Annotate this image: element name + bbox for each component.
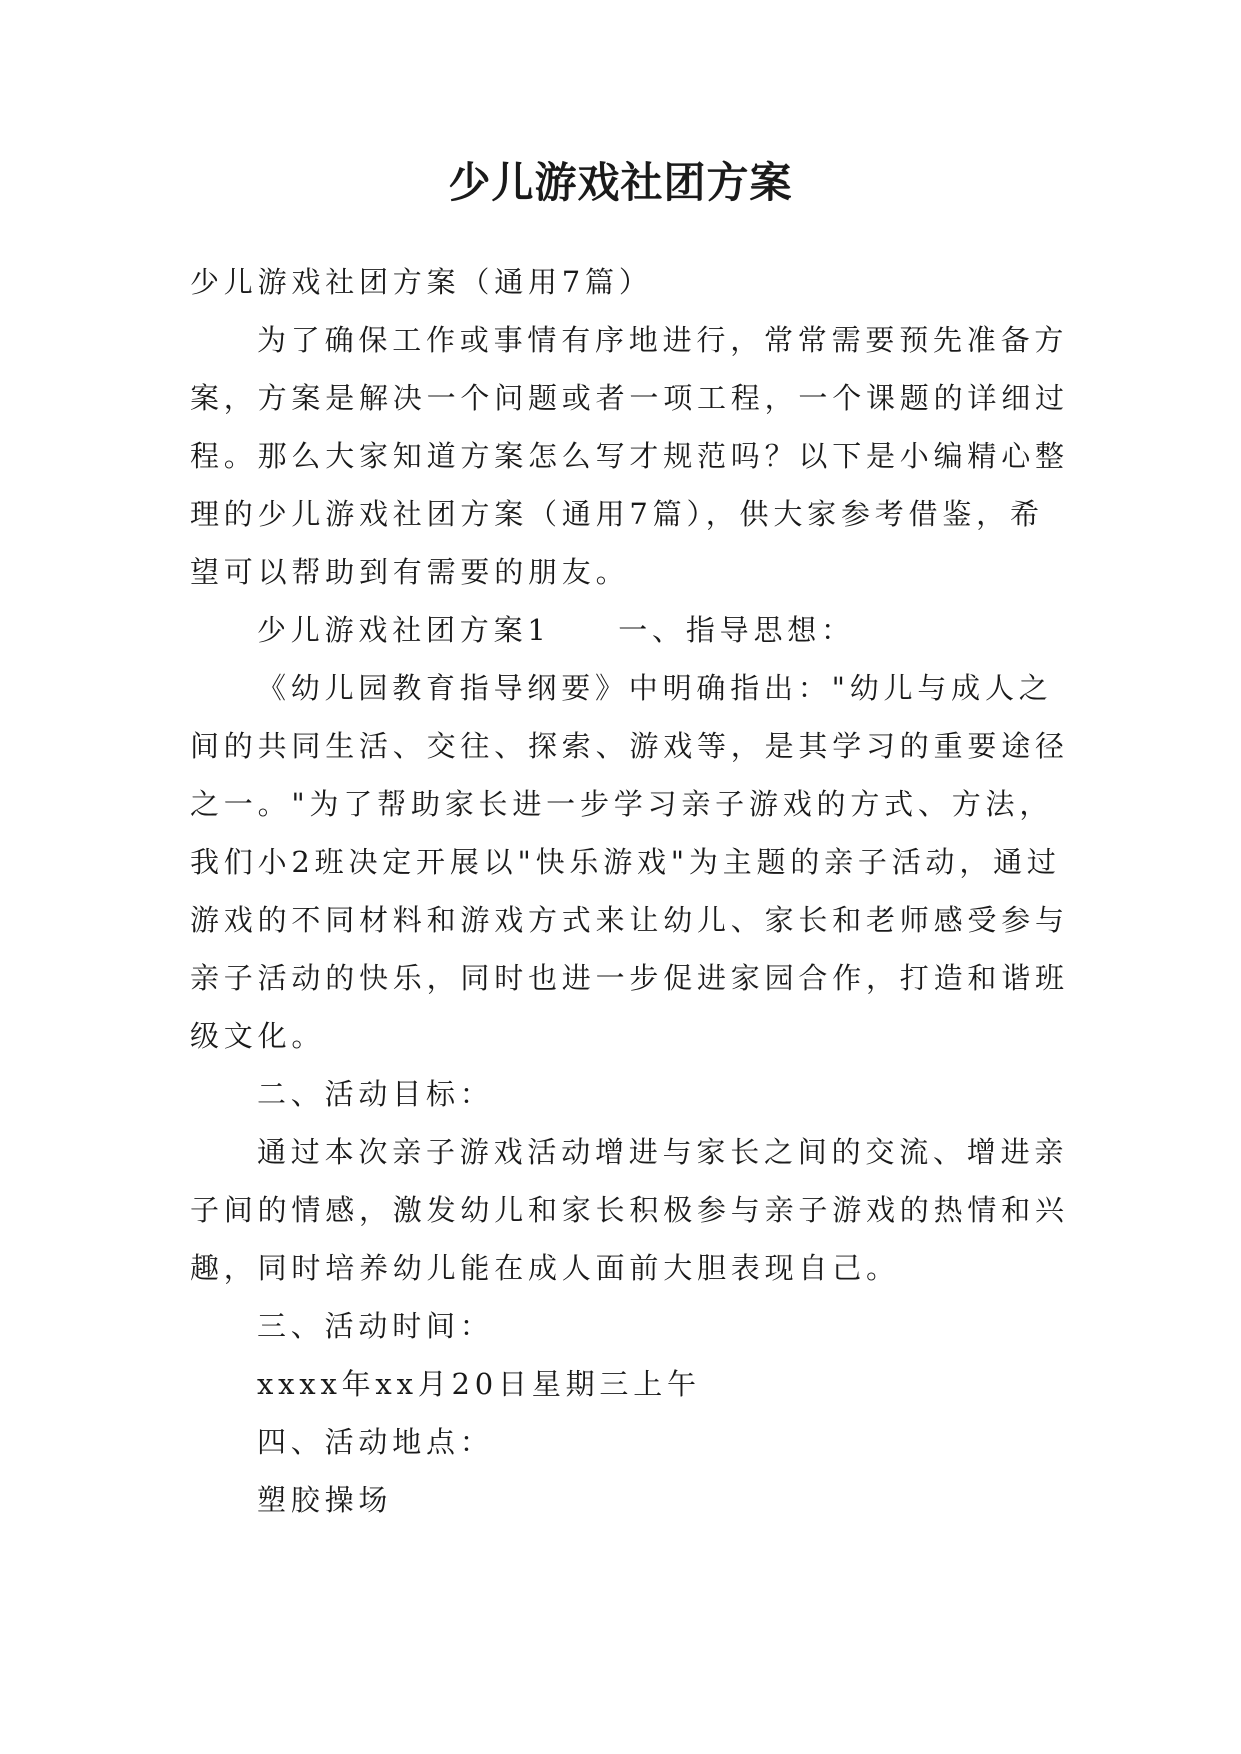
intro-line: 案，方案是解决一个问题或者一项工程，一个课题的详细过 [190, 381, 1069, 415]
section-heading: 少儿游戏社团方案1 一、指导思想： [257, 613, 855, 647]
intro-line: 为了确保工作或事情有序地进行，常常需要预先准备方 [257, 323, 1069, 357]
body-line: 《幼儿园教育指导纲要》中明确指出："幼儿与成人之 [257, 671, 1053, 705]
body-line: xxxx年xx月20日星期三上午 [257, 1367, 701, 1401]
document-title: 少儿游戏社团方案 [448, 158, 793, 207]
section-heading: 三、活动时间： [257, 1309, 494, 1343]
body-line: 我们小2班决定开展以"快乐游戏"为主题的亲子活动，通过 [190, 845, 1061, 879]
subtitle-line: 少儿游戏社团方案（通用7篇） [190, 265, 653, 299]
body-line: 之一。"为了帮助家长进一步学习亲子游戏的方式、方法， [190, 787, 1054, 821]
body-line: 塑胶操场 [257, 1483, 393, 1517]
intro-line: 望可以帮助到有需要的朋友。 [190, 555, 630, 589]
intro-line: 理的少儿游戏社团方案（通用7篇），供大家参考借鉴，希 [190, 497, 1044, 531]
intro-line: 程。那么大家知道方案怎么写才规范吗？以下是小编精心整 [190, 439, 1069, 473]
section-heading: 四、活动地点： [257, 1425, 494, 1459]
body-line: 游戏的不同材料和游戏方式来让幼儿、家长和老师感受参与 [190, 903, 1069, 937]
body-line: 子间的情感，激发幼儿和家长积极参与亲子游戏的热情和兴 [190, 1193, 1069, 1227]
body-line: 通过本次亲子游戏活动增进与家长之间的交流、增进亲 [257, 1135, 1069, 1169]
body-line: 间的共同生活、交往、探索、游戏等，是其学习的重要途径 [190, 729, 1069, 763]
body-line: 趣，同时培养幼儿能在成人面前大胆表现自己。 [190, 1251, 900, 1285]
body-line: 亲子活动的快乐，同时也进一步促进家园合作，打造和谐班 [190, 961, 1069, 995]
section-heading: 二、活动目标： [257, 1077, 494, 1111]
body-line: 级文化。 [190, 1019, 326, 1053]
